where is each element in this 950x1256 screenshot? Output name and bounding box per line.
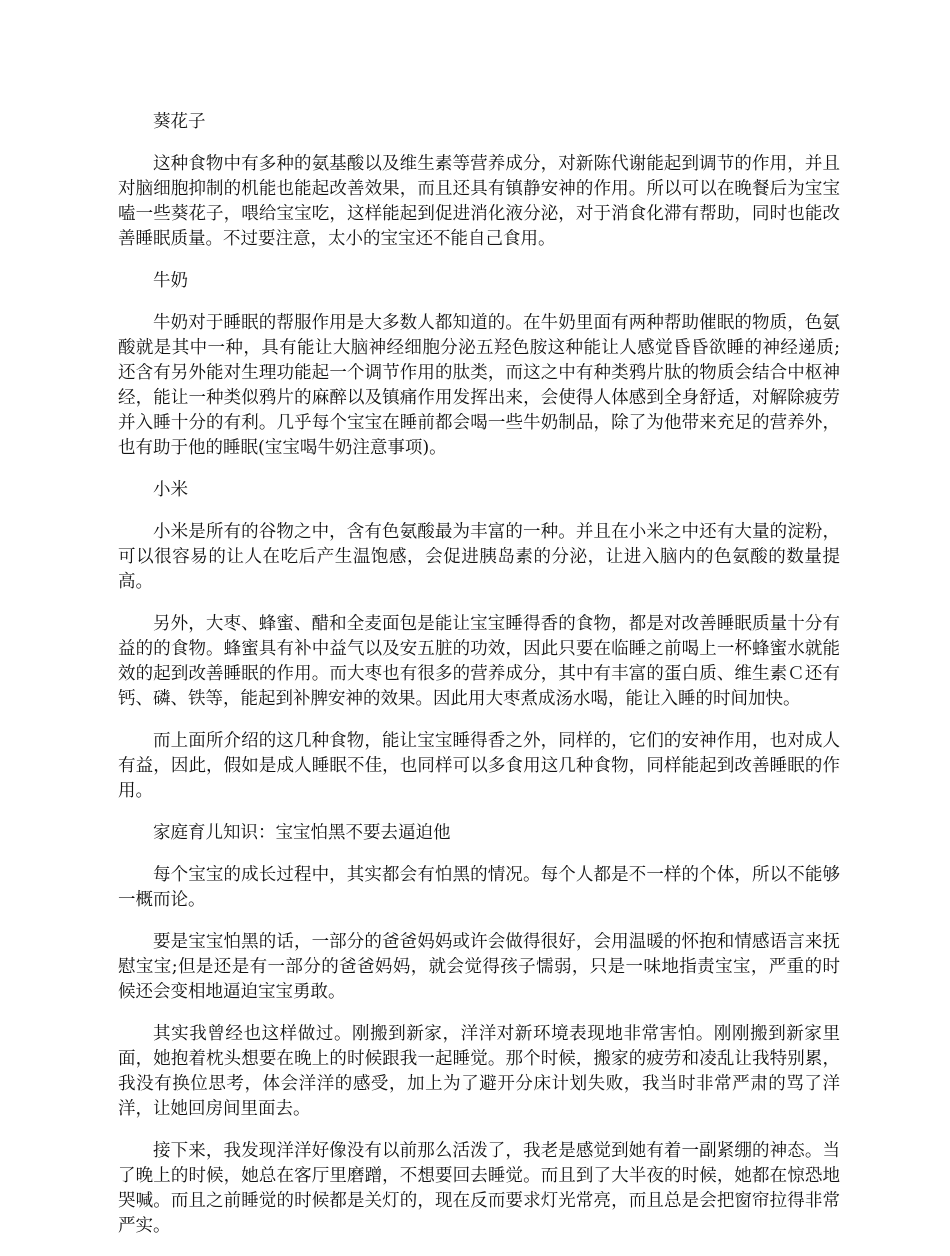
paragraph-parent-reactions: 要是宝宝怕黑的话，一部分的爸爸妈妈或许会做得很好，会用温暖的怀抱和情感语言来抚慰宝宝;但是还是有一部分的爸爸妈妈，就会觉得孩子懦弱，只是一味地指责宝宝，严重的时候还会变相地逼迫宝宝勇敢。 bbox=[118, 932, 840, 1002]
document-body bbox=[118, 110, 840, 1256]
paragraph-aftermath: 接下来，我发现洋洋好像没有以前那么活泼了，我老是感觉到她有着一副紧绷的神态。当了晚上的时候，她总在客厅里磨蹭，不想要回去睡觉。而且到了大半夜的时候，她都在惊恐地哭喊。而且之前睡觉的时候都是关灯的，现在反而要求灯光常亮，而且总是会把窗帘拉得非常严实。 bbox=[118, 1141, 840, 1236]
paragraph-adults-benefit: 而上面所介绍的这几种食物，能让宝宝睡得香之外，同样的，它们的安神作用，也对成人有益，因此，假如是成人睡眠不佳，也同样可以多食用这几种食物，同样能起到改善睡眠的作用。 bbox=[118, 731, 840, 801]
section-heading-sunflower-seeds: 葵花子 bbox=[153, 112, 206, 132]
section-heading-millet: 小米 bbox=[153, 480, 188, 500]
paragraph-other-foods: 另外，大枣、蜂蜜、醋和全麦面包是能让宝宝睡得香的食物，都是对改善睡眠质量十分有益的的食物。蜂蜜具有补中益气以及安五脏的功效，因此只要在临睡之前喝上一杯蜂蜜水就能效的起到改善睡眠的作用。而大枣也有很多的营养成分，其中有丰富的蛋白质、维生素Ｃ还有钙、磷、铁等，能起到补脾安神的效果。因此用大枣煮成汤水喝，能让入睡的时间加快。 bbox=[118, 614, 840, 709]
paragraph-personal-experience: 其实我曾经也这样做过。刚搬到新家，洋洋对新环境表现地非常害怕。刚刚搬到新家里面，她抱着枕头想要在晚上的时候跟我一起睡觉。那个时候，搬家的疲劳和凌乱让我特别累，我没有换位思考，体会洋洋的感受，加上为了避开分床计划失败，我当时非常严肃的骂了洋洋，让她回房间里面去。 bbox=[118, 1024, 840, 1119]
paragraph-fear-intro: 每个宝宝的成长过程中，其实都会有怕黑的情况。每个人都是不一样的个体，所以不能够一概而论。 bbox=[118, 865, 840, 910]
paragraph-milk: 牛奶对于睡眠的帮服作用是大多数人都知道的。在牛奶里面有两种帮助催眠的物质，色氨酸就是其中一种，具有能让大脑神经细胞分泌五羟色胺这种能让人感觉昏昏欲睡的神经递质;还含有另外能对生理功能起一个调节作用的肽类，而这之中有种类鸦片肽的物质会结合中枢神经，能让一种类似鸦片的麻醉以及镇痛作用发挥出来，会使得人体感到全身舒适，对解除疲劳并入睡十分的有利。几乎每个宝宝在睡前都会喝一些牛奶制品，除了为他带来充足的营养外，也有助于他的睡眠(宝宝喝牛奶注意事项)。 bbox=[118, 313, 840, 458]
paragraph-sunflower-seeds: 这种食物中有多种的氨基酸以及维生素等营养成分，对新陈代谢能起到调节的作用，并且对脑细胞抑制的机能也能起改善效果，而且还具有镇静安神的作用。所以可以在晚餐后为宝宝嗑一些葵花子，喂给宝宝吃，这样能起到促进消化液分泌，对于消食化滞有帮助，同时也能改善睡眠质量。不过要注意，太小的宝宝还不能自己食用。 bbox=[118, 154, 840, 249]
section-heading-fear-of-dark: 家庭育儿知识：宝宝怕黑不要去逼迫他 bbox=[153, 823, 451, 843]
section-heading-milk: 牛奶 bbox=[153, 271, 188, 291]
paragraph-millet: 小米是所有的谷物之中，含有色氨酸最为丰富的一种。并且在小米之中还有大量的淀粉，可以很容易的让人在吃后产生温饱感，会促进胰岛素的分泌，让进入脑内的色氨酸的数量提高。 bbox=[118, 522, 840, 592]
